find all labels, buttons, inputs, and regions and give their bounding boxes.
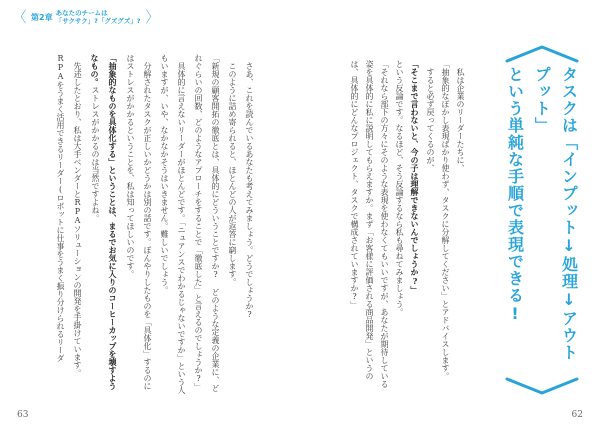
section-title-block [502, 44, 582, 396]
page-63-body [30, 54, 258, 394]
paragraph-emphasis: 「抽象的なものを具体化する」ということは、まるでお気に入りのコーヒーカップを壊すようなもの。ストレスがかかるのは当然ですよね。 [90, 54, 118, 390]
section-title-line2: という単純な手順で表現できる! [505, 66, 525, 324]
running-head-line2: 「サクサク」?「グズグズ」? [55, 17, 141, 26]
paragraph: このように詰め寄られると、ほとんどの人が返答に窮します。 [228, 62, 237, 286]
paragraph: 分解されたタスクが正しいかどうかは別の話です。ぼんやりしたものを「具体化」するのにはストレスがかかるということを、私は知ってほしいのです。 [126, 54, 152, 390]
chevron-up-icon [505, 44, 579, 63]
paragraph: という反論です。なるほど、そう反論するなら私も尋ねてみましょう。 [395, 60, 404, 316]
paragraph: すると必ず戻ってくるのが、 [426, 68, 435, 172]
paragraph: 私は企業のリーダーたちに、 [456, 68, 465, 172]
paragraph: 具体的に言えないリーダーがほとんどです。「ニュアンスでわかるじゃないですか」という人もいますが、いや、なかなかそうはいきません。難しいでしょう。 [160, 54, 186, 394]
paragraph-emphasis: 「そこまで言わないと、今の子は理解できないんでしょうか?」 [410, 60, 420, 294]
paragraph: 先述したとおり、私は大手ベンダーとRPAソリューションの開発を手掛けています。 [73, 62, 82, 377]
angle-bracket-right-icon: 〉 [145, 7, 157, 26]
section-title [502, 66, 583, 374]
page-number-right: 62 [571, 410, 583, 420]
paragraph: さあ、これを読んでいるあなたも考えてみましょう。どうでしょうか? [245, 62, 254, 319]
running-head-line1: あなたのチームは [55, 9, 108, 17]
page-62-body [336, 60, 468, 390]
chapter-label: 第2章 [31, 12, 53, 22]
section-title-line1: タスクは「インプット↓処理↓アウトプット」 [532, 66, 579, 361]
paragraph: RPAをうまく活用できるリーダー(ロボットに仕事をうまく振り分けられるリーダ [56, 54, 65, 362]
paragraph: 「抽象的なぼかし表現ばかり使わず、タスクに分解してください」とアドバイスします。 [441, 60, 450, 380]
page-number-left: 63 [17, 410, 29, 420]
paragraph: 「それなら部下の方々にそのような表現を使わなくてもいいですが、あなたが期待している姿を具体的に私に説明してもらえますか。まず「お客様に評価される商品開発」というのは、具体的にどんなプロジェクト、タスクで構成されていますか?」 [350, 60, 389, 388]
paragraph: 「新規の顧客開拓の徹底とは、具体的にどういうことですか? どのような定義の企業に、どれぐらいの回数、どのようなアプローチをすることで「徹底した」と言えるのでしょうか?」 [194, 54, 220, 392]
running-head-title [56, 9, 141, 25]
running-head [13, 9, 159, 25]
chevron-down-icon [505, 377, 579, 396]
angle-bracket-left-icon: 〈 [14, 7, 27, 26]
